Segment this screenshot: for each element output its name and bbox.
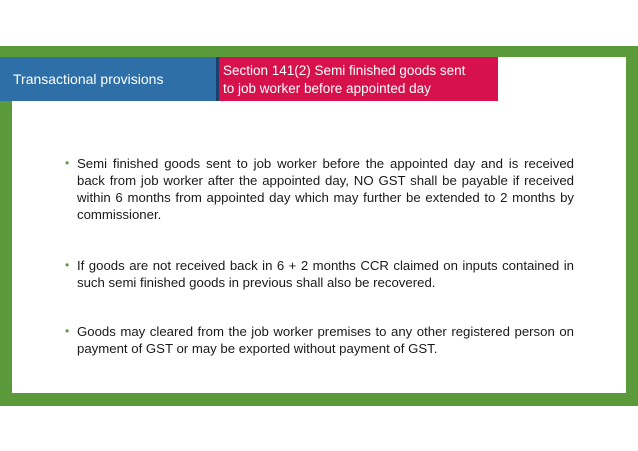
bullet-marker: •	[65, 156, 70, 170]
category-tab	[0, 57, 216, 101]
bullet-marker: •	[65, 324, 70, 338]
bullet-item	[64, 323, 574, 357]
bullet-text: Goods may cleared from the job worker premises to any other registered person on payment of GST or may be exported without payment of GST.	[77, 324, 574, 356]
section-tab-line2: to job worker before appointed day	[223, 81, 431, 96]
bullet-list	[64, 155, 574, 357]
bullet-item	[64, 155, 574, 223]
bullet-item	[64, 257, 574, 291]
bullet-text: If goods are not received back in 6 + 2 months CCR claimed on inputs contained in such semi finished goods in previous shall also be recovered.	[77, 258, 574, 290]
section-tab	[216, 57, 498, 101]
bullet-text: Semi finished goods sent to job worker before the appointed day and is received back from job worker after the appointed day, NO GST shall be payable if received within 6 months from appointed day which may further be extended to 2 months by commissioner.	[77, 156, 574, 222]
category-tab-label: Transactional provisions	[13, 71, 164, 87]
section-tab-line1: Section 141(2) Semi finished goods sent	[223, 63, 466, 78]
bullet-marker: •	[65, 258, 70, 272]
